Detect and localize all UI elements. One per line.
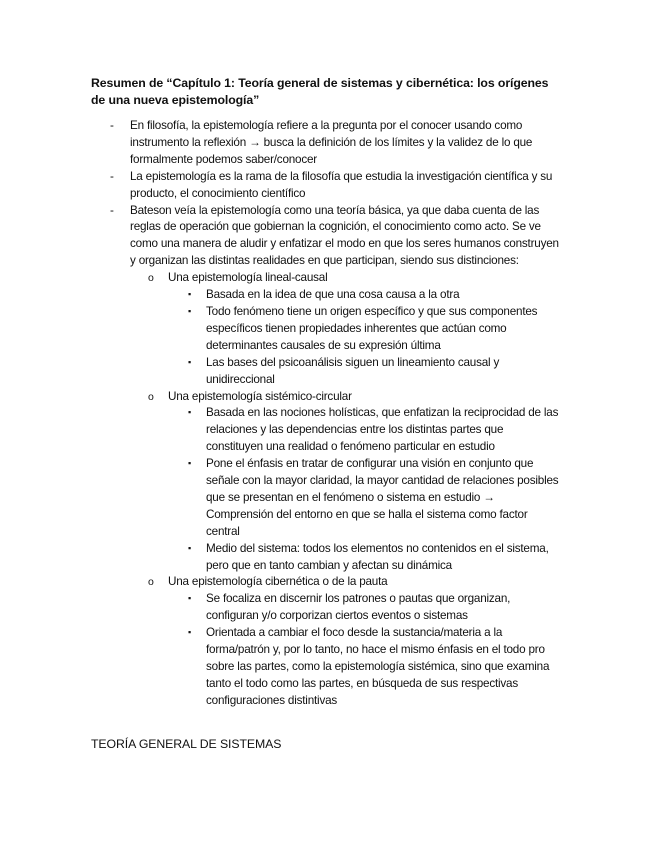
epistemology-item: [148, 574, 560, 709]
point-text: Se focaliza en discernir los patrones o pautas que organizan, configuran y/o corporizan ciertos eventos o sistemas: [206, 592, 511, 623]
bullet-square: ▪: [188, 627, 191, 638]
point-list: [188, 591, 560, 709]
point-item: [188, 287, 560, 304]
epistemology-name: Una epistemología cibernética o de la pauta: [168, 575, 388, 589]
point-item: [188, 405, 560, 456]
point-list: [188, 287, 560, 388]
point-text: Basada en la idea de que una cosa causa a la otra: [206, 288, 460, 302]
bullet-circle: o: [148, 390, 154, 403]
point-text: Medio del sistema: todos los elementos no contenidos en el sistema, pero que en tanto cambian y afectan su dinámica: [206, 541, 549, 572]
point-text: Pone el énfasis en tratar de configurar una visión en conjunto que señale con la mayor claridad, la mayor cantidad de relaciones posibles que se presentan en el fenómeno o sistema en estudio → Comprensión del entorno en que se halla el sistema como factor central: [206, 457, 559, 538]
epistemology-name: Una epistemología sistémico-circular: [168, 389, 352, 403]
point-text: Todo fenómeno tiene un origen específico y que sus componentes específicos tienen propiedades inherentes que actúan como determinantes causales de su expresión última: [206, 304, 538, 352]
bullet-circle: o: [148, 576, 154, 589]
list-item-text: La epistemología es la rama de la filosofía que estudia la investigación científica y su producto, el conocimiento científico: [130, 169, 553, 200]
list-item: [110, 169, 560, 203]
bullet-square: ▪: [188, 542, 191, 553]
epistemology-name: Una epistemología lineal-causal: [168, 271, 328, 285]
bullet-dash: -: [110, 169, 114, 183]
point-item: [188, 456, 560, 541]
bullet-square: ▪: [188, 407, 191, 418]
bullet-circle: o: [148, 272, 154, 285]
list-item-text: En filosofía, la epistemología refiere a la pregunta por el conocer usando como instrumento la reflexión → busca la definición de los límites y la validez de lo que formalmente podemos saber/conocer: [130, 119, 533, 166]
section-heading: TEORÍA GENERAL DE SISTEMAS: [91, 737, 282, 751]
list-item-text: Bateson veía la epistemología como una teoría básica, ya que daba cuenta de las reglas de operación que gobiernan la cognición, el conocimiento como acto. Se ve como una manera de aludir y enfatizar el modo en que los seres humanos construyen y organizan las distintas realidades en que participan, siendo sus distinciones:: [130, 203, 559, 268]
bullet-dash: -: [110, 119, 114, 132]
epistemology-item: [148, 389, 560, 575]
list-item: [110, 118, 560, 169]
bullet-square: ▪: [188, 356, 191, 367]
point-text: Orientada a cambiar el foco desde la sustancia/materia a la forma/patrón y, por lo tanto, no hace el mismo énfasis en el todo pro sobre las partes, como la epistemología sistémica, sino que examina tanto el todo como las partes, en búsqueda de sus respectivas configuraciones distintivas: [206, 626, 550, 707]
page-title: Resumen de “Capítulo 1: Teoría general de sistemas y cibernética: los orígenes de una nueva epistemología”: [91, 76, 549, 107]
summary-list: [110, 118, 560, 710]
bullet-square: ▪: [188, 305, 191, 316]
bullet-dash: -: [110, 203, 114, 217]
epistemology-list: [148, 270, 560, 710]
point-text: Basada en las nociones holísticas, que enfatizan la reciprocidad de las relaciones y las dependencias entre los distintas partes que constituyen una realidad o fenómeno particular en estudio: [206, 406, 559, 454]
point-item: [188, 541, 560, 575]
point-item: [188, 625, 560, 710]
point-item: [188, 591, 560, 625]
point-item: [188, 355, 560, 389]
bullet-square: ▪: [188, 593, 191, 604]
point-list: [188, 405, 560, 574]
epistemology-item: [148, 270, 560, 388]
bullet-square: ▪: [188, 289, 191, 300]
bullet-square: ▪: [188, 458, 191, 469]
list-item: [110, 203, 560, 710]
point-text: Las bases del psicoanálisis siguen un lineamiento causal y unidireccional: [206, 355, 500, 386]
point-item: [188, 304, 560, 355]
